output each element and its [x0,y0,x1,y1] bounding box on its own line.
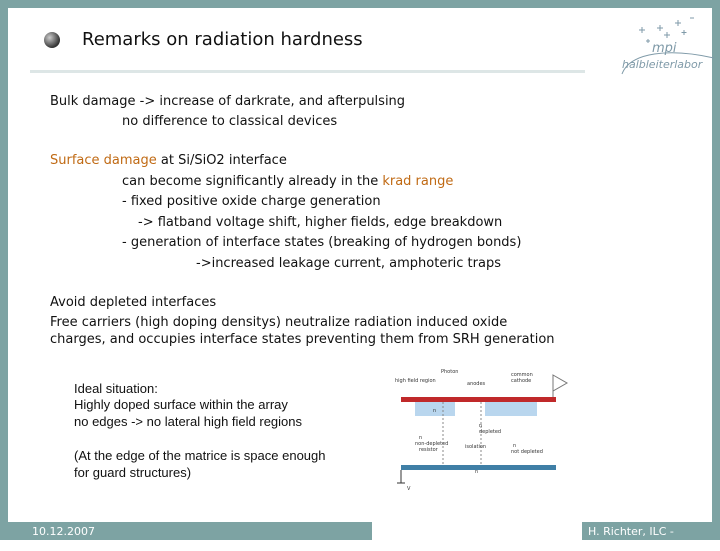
edge-line-2: for guard structures) [74,465,192,480]
text-line-9: Avoid depleted interfaces [50,295,217,310]
footer-date: 10.12.2007 [32,525,95,538]
n-label-right: n [513,443,517,449]
text-line-8: ->increased leakage current, amphoteric traps [196,256,501,271]
text-line-4 [122,174,453,189]
text-line-5: - fixed positive oxide charge generation [122,194,381,209]
text-line-3-rest: at Si/SiO2 interface [156,153,287,168]
device-cross-section-diagram [393,365,583,497]
bottom-layer [401,465,556,470]
photon-label: Photon [441,369,459,375]
edge-line-1: (At the edge of the matrice is space enough [74,448,326,463]
isolation-label: isolation [465,444,487,450]
ideal-line-2: Highly doped surface within the array [74,397,288,412]
frame-left [0,0,8,540]
n-label-resistor: n [419,435,423,441]
text-line-3 [50,153,287,168]
surface-damage-highlight: Surface damage [50,153,157,168]
top-layer [401,397,556,402]
ideal-line-3: no edges -> no lateral high field regions [74,414,303,429]
depleted-label: depleted [479,429,502,435]
text-line-10: Free carriers (high doping densitys) neutralize radiation induced oxide [50,315,508,330]
vbias-label: V [407,486,411,492]
n-label-bottom: n [475,469,479,475]
non-depleted-label: non-depleted [415,441,449,447]
text-line-6: -> flatband voltage shift, higher fields, edge breakdown [138,215,503,230]
ideal-line-1: Ideal situation: [74,381,158,396]
cathode-label-2: cathode [511,378,532,384]
n-label-mid: n [479,423,483,429]
cathode-label-1: common [511,372,533,378]
text-line-7: - generation of interface states (breaking of hydrogen bonds) [122,235,522,250]
frame-top [0,0,720,8]
not-depleted-label: not depleted [511,449,543,455]
text-line-1: Bulk damage -> increase of darkrate, and afterpulsing [50,94,406,109]
title-bullet-icon [44,32,60,48]
text-line-11: charges, and occupies interface states preventing them from SRH generation [50,332,555,347]
logo-line1: mpi [652,41,677,56]
footer-author: H. Richter, ILC - Meeting [588,525,674,551]
title-rule [30,70,585,73]
mpi-halbleiterlabor-logo [610,14,716,96]
high-field-label: high field region [395,378,436,384]
n-label-left: n [433,408,437,414]
krad-range-highlight: krad range [382,174,454,189]
resistor-label: resistor [419,447,438,453]
text-line-4-start: can become significantly already in the [122,174,383,189]
pixel-region-right [485,402,537,416]
slide-title: Remarks on radiation hardness [82,29,363,50]
anodes-label: anodes [467,381,486,387]
logo-line2: halbleiterlabor [622,58,703,71]
footer-gap [372,522,582,540]
text-line-2: no difference to classical devices [122,114,338,129]
